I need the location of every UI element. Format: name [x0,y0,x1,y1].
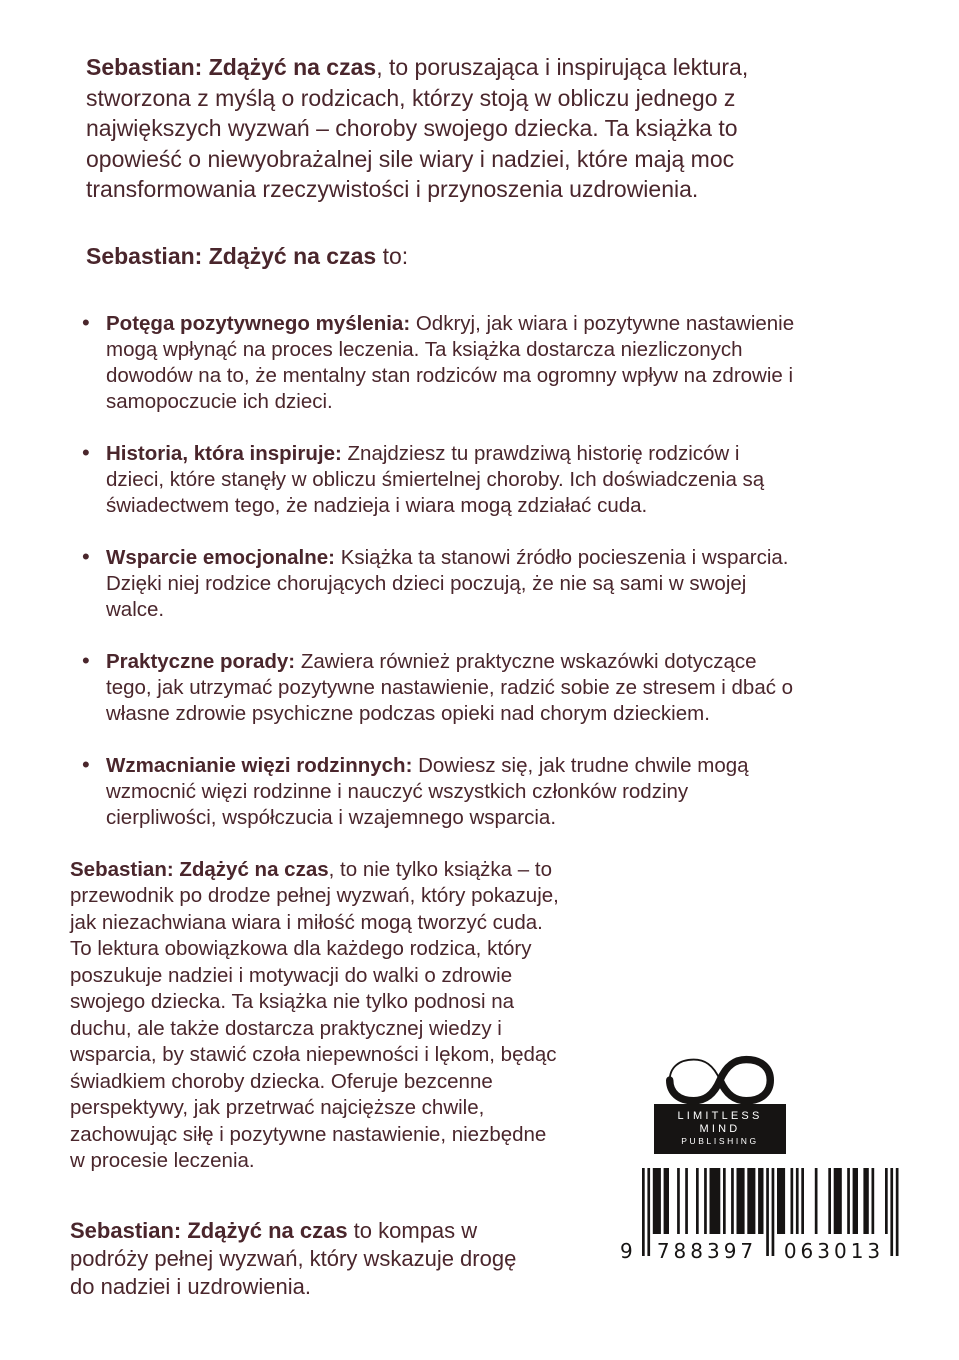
publisher-name-box [654,1104,786,1154]
heading-suffix: to: [376,242,409,269]
bullet-title: Praktyczne porady: [106,649,296,673]
bullet-text: Znajdziesz tu prawdziwą historię rodziców i dzieci, które stanęły w obliczu śmiertelnej choroby. Ich doświadczenia są świadectwem tego, że nadzieja i wiara mogą zdziałać cuda. [106,441,765,517]
barcode-digit-lead: 9 [620,1238,637,1263]
tagline-title-lead: Sebastian: Zdążyć na czas [70,1217,348,1243]
closing-title-lead: Sebastian: Zdążyć na czas [70,857,329,881]
heading-title-lead: Sebastian: Zdążyć na czas [86,242,377,269]
bullet-text: Odkryj, jak wiara i pozytywne nastawienie mogą wpłynąć na proces leczenia. Ta książka dostarcza niezliczonych dowodów na to, że mentalny stan rodziców ma ogromny wpływ na zdrowie i samopoczucie ich dzieci. [106,311,795,413]
bullet-item-3 [80,545,798,623]
bullet-item-4 [80,649,798,727]
bullet-item-2 [80,441,798,519]
infinity-icon [654,1047,786,1111]
tagline-paragraph [70,1217,525,1301]
publisher-block [559,1047,899,1263]
barcode-digit-group2: 063013 [783,1238,885,1263]
bullet-title: Historia, która inspiruje: [106,441,342,465]
barcode [620,1168,899,1263]
publisher-logo [654,1047,786,1154]
bullet-text: Dowiesz się, jak trudne chwile mogą wzmocnić więzi rodzinne i nauczyć wszystkich członków rodziny cierpliwości, współczucia i wzajemnego wsparcia. [106,753,749,829]
bullet-title: Potęga pozytywnego myślenia: [106,311,411,335]
bullet-item-1 [80,311,798,415]
tagline-text: to kompas w podróży pełnej wyzwań, który wskazuje drogę do nadziei i uzdrowienia. [70,1217,517,1299]
feature-bullet-list [80,311,798,831]
publisher-sub: PUBLISHING [681,1135,759,1146]
intro-text: , to poruszająca i inspirująca lektura, stworzona z myślą o rodzicach, którzy stoją w obliczu jednego z największych wyzwań – choroby swojego dziecka. Ta książka to opowieść o niewyobrażalnej sile wiary i nadziei, które mają moc transformowania rzeczywistości i przynoszenia uzdrowienia. [86,54,749,202]
publisher-name: LIMITLESS MIND [677,1109,763,1135]
intro-title-lead: Sebastian: Zdążyć na czas [86,54,377,80]
bullet-text: Zawiera również praktyczne wskazówki dotyczące tego, jak utrzymać pozytywne nastawienie, radzić sobie ze stresem i dbać o własne zdrowie psychiczne podczas opieki nad chorym dzieckiem. [106,649,794,725]
intro-paragraph [86,52,776,205]
barcode-digit-group1: 788397 [656,1238,758,1263]
bottom-section [70,857,899,1301]
section-heading [86,241,899,271]
bullet-text: Książka ta stanowi źródło pocieszenia i wsparcia. Dzięki niej rodzice chorujących dzieci poczują, że nie są sami w swojej walce. [106,545,789,621]
bullet-title: Wzmacnianie więzi rodzinnych: [106,753,413,777]
bullet-title: Wsparcie emocjonalne: [106,545,335,569]
closing-text: , to nie tylko książka – to przewodnik po drodze pełnej wyzwań, który pokazuje, jak niezachwiana wiara i miłość mogą tworzyć cuda. To lektura obowiązkowa dla każdego rodzica, który poszukuje nadziei i motywacji do walki o zdrowie swojego dziecka. Ta książka nie tylko podnosi na duchu, ale także dostarcza praktycznej wiedzy i wsparcia, by stawić czoła niepewności i lękom, będąc świadkiem choroby dziecka. Oferuje bezcenne perspektywy, jak przetrwać najcięższe chwile, zachowując siłę i pozytywne nastawienie, niezbędne w procesie leczenia. [70,857,559,1172]
bullet-item-5 [80,753,798,831]
